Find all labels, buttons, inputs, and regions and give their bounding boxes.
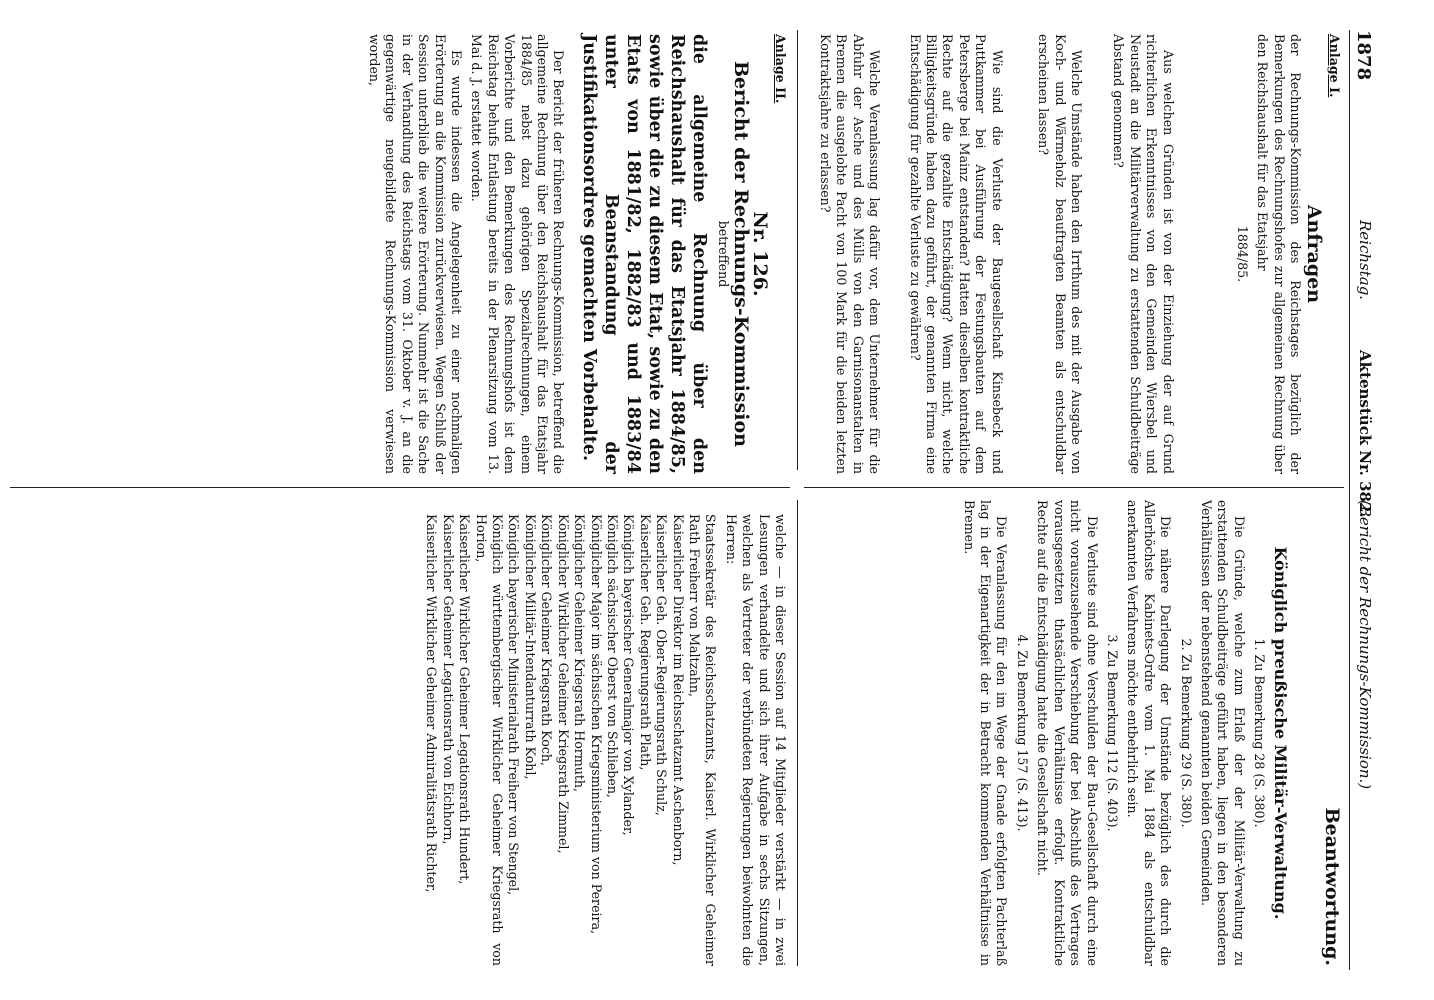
representative-entry: Königlicher Geheimer Kriegsrath Hormuth, [572, 514, 588, 793]
report-paragraph-2: Es wurde indessen die Angelegenheit zu einer nochmaligen Erörterung an die Kommission zurückverwiesen. Wegen Schluß der Session unterblieb die weitere Erörterung. Nunmehr ist die Sache in der Verhandlung des Reichstags vom 31. Oktober v. J. an die gegenwärtige neugebildete Rechnungs-Kommission verwiesen worden, [366, 34, 464, 474]
questions-intro: der Rechnungs-Kommission des Reichstages bezüglich der Bemerkungen des Rechnungshofes zur allgemeinen Rechnung über den Reichshaushalt für das Etatsjahr [1255, 34, 1304, 474]
representative-entry: Königlich württembergischer Wirklicher Geheimer Kriegsrath von Horion, [473, 514, 506, 966]
running-header [1354, 30, 1374, 970]
representative-entry: Königlich bayerischer Generalmajor von Xylander, [621, 514, 637, 836]
report-subject: die allgemeine Rechnung über den Reichshaushalt für das Etatsjahr 1884/85, sowie über die zu diesem Etat, sowie zu den Etats von 1881/82, 1882/83 und 1883/84 unter Beanstandung der Justifikationsordres gemachten Vorbehalte. [579, 34, 710, 474]
representative-entry: Königlicher Militär-Intendanturrath Kohl, [522, 514, 538, 780]
representative-entry: Kaiserlicher Geh. Regierungsrath Plath, [637, 514, 653, 771]
representative-entry: Königlicher Major im sächsischen Kriegsministerium von Pereira, [588, 514, 604, 935]
answer-4-heading: 4. Zu Bemerkung 157 (S. 413). [1014, 634, 1030, 832]
answer-4: Die Veranlassung für den im Wege der Gnade erfolgten Pachterlaß lag in der Eigenartigkeit der in Betracht kommenden Verhältnisse in Bremen. [961, 500, 1010, 966]
questions-year: 1884/85. [1234, 225, 1250, 283]
report-paragraph-3: welche — in dieser Session auf 14 Mitglieder verstärkt — in zwei Lesungen verhandelte und sich ihrer Aufgabe in sechs Sitzungen, welchen als Vertreter der verbündeten Regierungen beiwohnten die Herren: [723, 514, 788, 966]
section-heading: Königlich preußische Militär-Verwaltung. [1270, 546, 1290, 920]
representative-entry: Königlicher Geheimer Kriegsrath Koch, [539, 514, 555, 767]
answer-3: Die Verluste sind ohne Verschulden der Bau-Gesellschaft durch eine nicht vorauszusehende Verschiebung der bei Abschluß des Vertrages vorausgesetzten thatsächlichen Verhältnisse erfolgt. Kontraktliche Rechte auf die Entschädigung hatte die Gesellschaft nicht. [1035, 500, 1100, 966]
answers-column [956, 500, 1342, 966]
report-title: Bericht der Rechnungs-Kommission [730, 60, 753, 447]
questions-column [813, 34, 1342, 474]
section-rule-right [797, 500, 798, 966]
representative-entry: Kaiserlicher Direktor im Reichsschatzamt Aschenborn, [670, 514, 686, 866]
representative-entry: Kaiserlicher Geheimer Legationsrath von Eichhorn, [440, 514, 456, 845]
page-number: 1878 [1353, 30, 1374, 81]
representative-entry: Königlich sächsischer Oberst von Schlieben, [604, 514, 620, 798]
report-number: Nr. 126. [748, 211, 771, 297]
representative-entry: Königlicher Wirklicher Geheimer Kriegsrath Zimmel, [555, 514, 571, 854]
column-divider-top [804, 487, 1344, 488]
questions-title: Anfragen [1302, 204, 1325, 304]
anlage-1-label: Anlage I. [1327, 34, 1342, 98]
report-betreffend: betreffend [715, 220, 731, 288]
question-3: Wie sind die Verluste der Baugesellschaft Kinsebeck und Puttkammer bei Ausführung der Festungsbauten auf dem Petersberge bei Mainz entstanden? Hatten dieselben kontraktliche Rechte auf die gezahlte Entschädigung? Wenn nicht, welche Billigkeitsgründe haben dazu geführt, der genannten Firma eine Entschädigung für gezahlte Verluste zu gewähren? [907, 34, 1005, 474]
representatives-list [423, 500, 718, 966]
answer-1-heading: 1. Zu Bemerkung 28 (S. 380). [1252, 638, 1268, 828]
representative-entry: Königlich bayerischer Ministerialrath Freiherr von Stengel, [506, 514, 522, 896]
journal-name: Reichstag. [1356, 220, 1374, 301]
question-1: Aus welchen Gründen ist von der Einziehung der auf Grund richterlichen Erkenntnisses von den Gemeinden Wiersbel und Neustadt an die Militärverwaltung zu erstattenden Schuldbeiträge Abstand genommen? [1111, 34, 1176, 474]
representative-entry: Staatssekretär des Reichsschatzamts, Kaiserl. Wirklicher Geheimer Rath Freiherr von Maltzahn, [686, 514, 719, 966]
column-divider-bottom [10, 487, 790, 488]
question-4: Welche Veranlassung lag dafür vor, dem Unternehmer für die Abfuhr der Asche und des Mülls von den Garnisonanstalten in Bremen die ausgelobte Pacht von 100 Mark für die beiden letzten Kontraktsjahre zu erlassen? [818, 34, 883, 474]
question-2: Welche Umstände haben den Irrthum des mit der Ausgabe von Koch- und Wärmeholz beauftragten Beamten als entschuldbar erscheinen lassen? [1036, 34, 1084, 474]
representative-entry: Kaiserlicher Geh. Ober-Regierungsrath Schulz, [654, 514, 670, 816]
report-paragraph-1: Der Bericht der früheren Rechnungs-Kommission, betreffend die allgemeine Rechnung über den Reichshaushalt für das Etatsjahr 1884/85 nebst dazu gehörigen Spezialrechnungen, einem Vorberichte und den Bemerkungen des Rechnungshofs ist dem Reichstag behufs Entlastung bereits in der Plenarsitzung vom 13. Mai d. J. erstattet worden. [469, 34, 567, 474]
representative-entry: Kaiserlicher Wirklicher Geheimer Legationsrath Hundert, [457, 514, 473, 885]
answer-2: Die nähere Darlegung der Umstände bezüglich des durch die Allerhöchste Kabinets-Ordre vom 1. Mai 1884 als entschuldbar anerkannten Verfahrens möchte entbehrlich sein. [1125, 500, 1174, 966]
document-number: Aktenstück Nr. 382. [1356, 350, 1374, 518]
representative-entry: Kaiserlicher Wirklicher Geheimer Admiralitätsrath Richter, [424, 514, 440, 893]
answer-3-heading: 3. Zu Bemerkung 112 (S. 403). [1104, 634, 1120, 832]
answer-2-heading: 2. Zu Bemerkung 29 (S. 380). [1178, 638, 1194, 828]
representatives-column [423, 500, 788, 966]
document-subtitle: (Bericht der Rechnungs-Kommission.) [1356, 500, 1374, 790]
anlage-2-label: Anlage II. [773, 34, 788, 104]
answers-title: Beantwortung. [1321, 807, 1343, 966]
anlage-2-column [362, 34, 789, 474]
section-rule-left [797, 30, 798, 470]
header-rule [1349, 30, 1350, 970]
answer-1: Die Gründe, welche zum Erlaß der der Militär-Verwaltung zu erstattenden Schuldbeiträge geführt haben, liegen in den besonderen Verhältnissen der nebenstehend genannten beiden Gemeinden. [1198, 500, 1247, 966]
